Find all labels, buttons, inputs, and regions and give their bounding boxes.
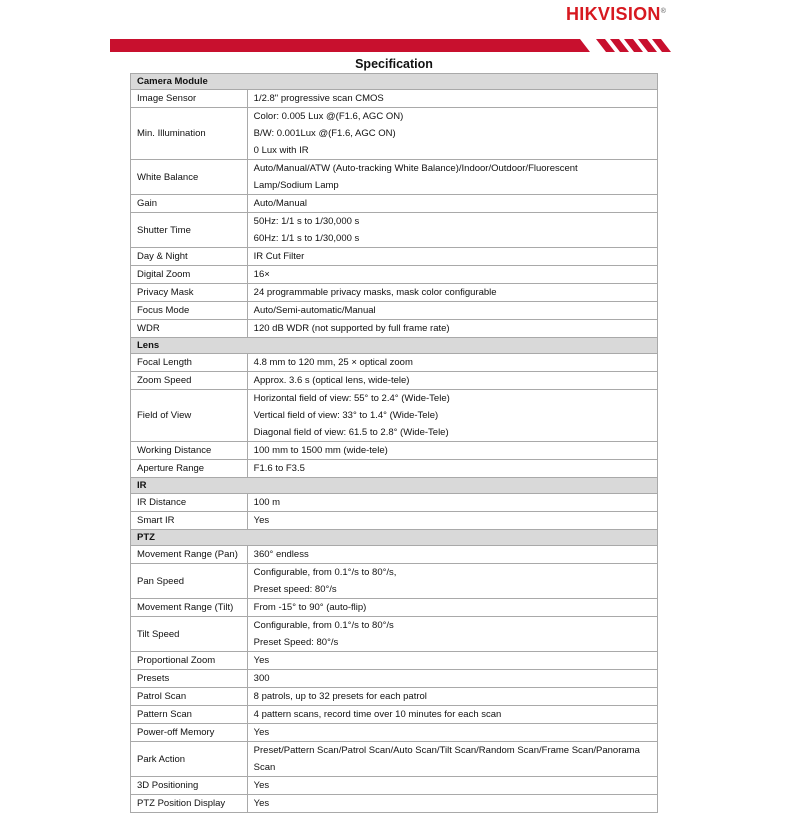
spec-value [247,248,657,266]
spec-value-line: Auto/Semi-automatic/Manual [253,305,376,316]
spec-value [247,284,657,302]
spec-value [247,460,657,478]
spec-value [247,795,657,813]
spec-row [131,213,658,248]
spec-key: Aperture Range [131,460,248,478]
spec-row [131,564,658,599]
spec-key: IR Distance [131,494,248,512]
spec-key: Working Distance [131,442,248,460]
spec-row [131,90,658,108]
spec-value-line: B/W: 0.001Lux @(F1.6, AGC ON) [253,128,396,139]
spec-row [131,320,658,338]
spec-row [131,390,658,442]
trademark-mark: ® [660,8,667,15]
spec-key: Digital Zoom [131,266,248,284]
spec-key: Pan Speed [131,564,248,599]
spec-row [131,742,658,777]
spec-row [131,777,658,795]
spec-key: Zoom Speed [131,372,248,390]
spec-value-line: 50Hz: 1/1 s to 1/30,000 s [253,216,360,227]
spec-value-line: Lamp/Sodium Lamp [253,180,339,191]
spec-value [247,320,657,338]
spec-value-line: 360° endless [253,549,309,560]
spec-value [247,670,657,688]
spec-row [131,302,658,320]
spec-value [247,108,657,160]
spec-key: Focus Mode [131,302,248,320]
section-header [131,74,658,90]
spec-value-line: Scan [253,762,276,773]
spec-value [247,266,657,284]
spec-value-line: 0 Lux with IR [253,145,309,156]
spec-value-line: 16× [253,269,270,280]
section-title: Lens [131,338,658,354]
spec-value-line: Preset Speed: 80°/s [253,637,339,648]
spec-row [131,354,658,372]
spec-value-line: Yes [253,515,270,526]
spec-value-line: 24 programmable privacy masks, mask color configurable [253,287,497,298]
spec-value-line: 8 patrols, up to 32 presets for each patrol [253,691,427,702]
spec-value [247,599,657,617]
spec-row [131,266,658,284]
spec-value [247,706,657,724]
spec-value [247,213,657,248]
spec-value-line: Preset speed: 80°/s [253,584,337,595]
spec-key: PTZ Position Display [131,795,248,813]
spec-value-line: Yes [253,798,270,809]
spec-value-line: Color: 0.005 Lux @(F1.6, AGC ON) [253,111,404,122]
spec-key: Shutter Time [131,213,248,248]
spec-key: 3D Positioning [131,777,248,795]
spec-value-line: 4.8 mm to 120 mm, 25 × optical zoom [253,357,413,368]
section-header [131,478,658,494]
spec-value [247,90,657,108]
spec-key: Pattern Scan [131,706,248,724]
spec-key: Day & Night [131,248,248,266]
hikvision-logo [566,4,666,25]
spec-row [131,195,658,213]
spec-key: Image Sensor [131,90,248,108]
spec-row [131,108,658,160]
spec-value-line: Horizontal field of view: 55° to 2.4° (Wide-Tele) [253,393,450,404]
spec-row [131,670,658,688]
spec-value [247,564,657,599]
spec-value-line: From -15° to 90° (auto-flip) [253,602,367,613]
spec-table-body [131,74,658,813]
spec-row [131,372,658,390]
logo-text-b: VISION [597,4,661,24]
section-header [131,338,658,354]
spec-key: Proportional Zoom [131,652,248,670]
section-title: Camera Module [131,74,658,90]
spec-value-line: Configurable, from 0.1°/s to 80°/s [253,620,394,631]
spec-key: White Balance [131,160,248,195]
section-title: IR [131,478,658,494]
spec-key: Field of View [131,390,248,442]
spec-value [247,390,657,442]
spec-value-line: Configurable, from 0.1°/s to 80°/s, [253,567,397,578]
spec-value-line: 120 dB WDR (not supported by full frame rate) [253,323,450,334]
spec-row [131,599,658,617]
spec-value-line: 60Hz: 1/1 s to 1/30,000 s [253,233,360,244]
spec-table [130,73,658,813]
spec-row [131,442,658,460]
spec-value [247,442,657,460]
spec-value-line: Preset/Pattern Scan/Patrol Scan/Auto Scan/Tilt Scan/Random Scan/Frame Scan/Panorama [253,745,640,756]
spec-value [247,494,657,512]
spec-value [247,724,657,742]
logo-text-a: HIK [566,4,598,24]
spec-value [247,777,657,795]
spec-value-line: Yes [253,780,270,791]
spec-value [247,302,657,320]
spec-value-line: 100 mm to 1500 mm (wide-tele) [253,445,388,456]
spec-key: Privacy Mask [131,284,248,302]
spec-value [247,372,657,390]
spec-row [131,248,658,266]
spec-row [131,706,658,724]
spec-key: Focal Length [131,354,248,372]
spec-key: Patrol Scan [131,688,248,706]
spec-key: Power-off Memory [131,724,248,742]
spec-key: Movement Range (Tilt) [131,599,248,617]
red-header-bar [110,38,680,53]
spec-key: Park Action [131,742,248,777]
spec-row [131,284,658,302]
spec-row [131,512,658,530]
spec-row [131,652,658,670]
spec-row [131,724,658,742]
section-title: PTZ [131,530,658,546]
spec-value [247,688,657,706]
spec-value [247,617,657,652]
spec-key: WDR [131,320,248,338]
spec-key: Presets [131,670,248,688]
spec-value [247,652,657,670]
spec-key: Gain [131,195,248,213]
spec-row [131,546,658,564]
spec-value [247,546,657,564]
spec-value-line: Auto/Manual/ATW (Auto-tracking White Balance)/Indoor/Outdoor/Fluorescent [253,163,578,174]
spec-value [247,742,657,777]
spec-row [131,460,658,478]
spec-row [131,795,658,813]
spec-value-line: 100 m [253,497,281,508]
spec-value-line: 1/2.8" progressive scan CMOS [253,93,384,104]
spec-key: Smart IR [131,512,248,530]
section-header [131,530,658,546]
spec-key: Min. Illumination [131,108,248,160]
spec-key: Movement Range (Pan) [131,546,248,564]
spec-value-line: F1.6 to F3.5 [253,463,305,474]
spec-value [247,195,657,213]
spec-value-line: Vertical field of view: 33° to 1.4° (Wide-Tele) [253,410,439,421]
spec-value-line: Auto/Manual [253,198,308,209]
spec-value-line: Yes [253,727,270,738]
spec-value-line: 300 [253,673,270,684]
spec-row [131,617,658,652]
spec-value [247,512,657,530]
spec-value-line: Yes [253,655,270,666]
spec-row [131,688,658,706]
spec-row [131,160,658,195]
spec-value-line: IR Cut Filter [253,251,305,262]
spec-row [131,494,658,512]
spec-value-line: 4 pattern scans, record time over 10 minutes for each scan [253,709,502,720]
spec-value-line: Approx. 3.6 s (optical lens, wide-tele) [253,375,410,386]
spec-key: Tilt Speed [131,617,248,652]
spec-value-line: Diagonal field of view: 61.5 to 2.8° (Wide-Tele) [253,427,449,438]
spec-value [247,160,657,195]
page-title: Specification [355,57,433,71]
spec-value [247,354,657,372]
